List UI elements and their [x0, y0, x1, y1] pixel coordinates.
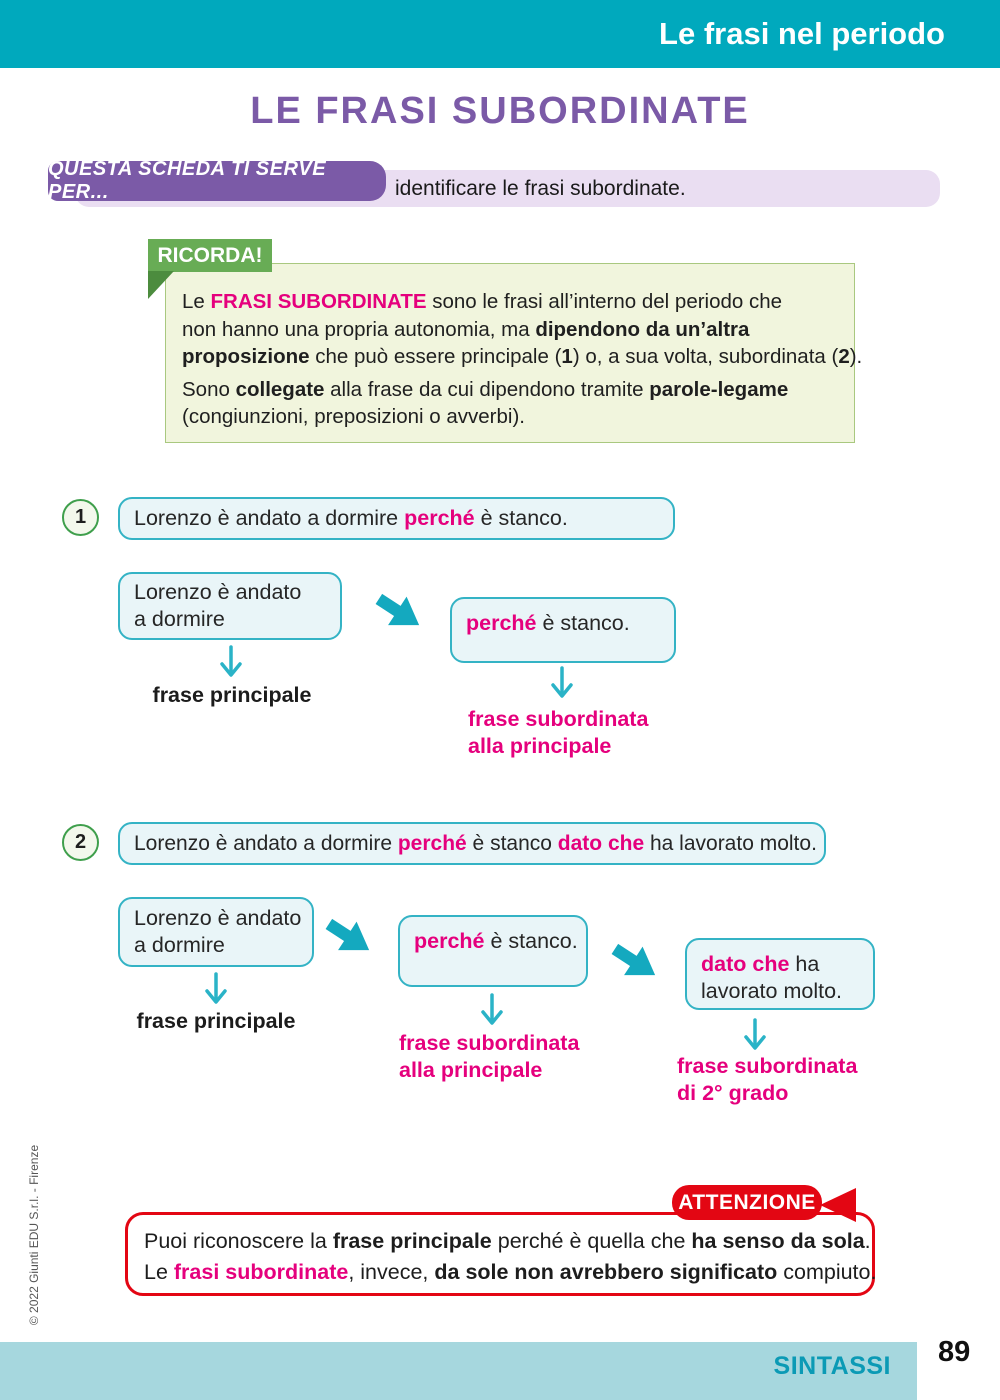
attention-badge: ATTENZIONE — [672, 1185, 822, 1220]
header-bar — [0, 0, 1000, 68]
arrow-se-icon — [372, 588, 426, 636]
arrow-down-icon — [549, 666, 575, 704]
example2-sub-clause1-box: perché è stanco. — [398, 915, 588, 987]
section-label: SINTASSI — [773, 1352, 891, 1380]
example2-sub-label2: frase subordinata di 2° grado — [677, 1054, 858, 1105]
example2-sentence: Lorenzo è andato a dormire perché è stanco dato che ha lavorato molto. — [134, 832, 817, 855]
ricorda-text-line: non hanno una propria autonomia, ma dipendono da un’altra — [182, 317, 750, 341]
example2-sub-clause2-box: dato che ha lavorato molto. — [685, 938, 875, 1010]
example1-number-badge: 1 — [62, 499, 99, 536]
example1-sub-label: frase subordinata alla principale — [468, 707, 649, 758]
footer-strip — [0, 1342, 917, 1400]
page-number: 89 — [938, 1336, 971, 1368]
page-title: LE FRASI SUBORDINATE — [250, 90, 750, 132]
example2-main-label: frase principale — [136, 1009, 296, 1033]
copyright-text: © 2022 Giunti EDU S.r.l. - Firenze — [27, 1144, 41, 1326]
arrow-se-icon — [322, 913, 376, 961]
arrow-se-icon — [608, 938, 662, 986]
ricorda-text-line: (congiunzioni, preposizioni o avverbi). — [182, 405, 525, 428]
example1-main-clause-box: Lorenzo è andato a dormire — [118, 572, 342, 640]
ricorda-tab-fold-icon — [148, 271, 174, 299]
purpose-badge: QUESTA SCHEDA TI SERVE PER... — [48, 161, 386, 201]
example1-sentence-box — [118, 497, 675, 540]
ricorda-text-line: proposizione che può essere principale (1) o, a sua volta, subordinata (2). — [182, 345, 863, 368]
ricorda-box — [165, 263, 863, 443]
example1-sub-clause-box: perché è stanco. — [450, 597, 676, 663]
example1-main-label: frase principale — [152, 683, 312, 707]
attention-box: Puoi riconoscere la frase principale perché è quella che ha senso da sola. Le frasi subordinate, invece, da sole non avrebbero significato compiuto. — [125, 1212, 875, 1296]
attention-pointer-icon — [818, 1186, 858, 1224]
example2-main-clause-box: Lorenzo è andato a dormire — [118, 897, 314, 967]
chapter-title: Le frasi nel periodo — [659, 16, 945, 51]
arrow-down-icon — [479, 993, 505, 1031]
arrow-down-icon — [218, 645, 244, 683]
example2-sentence-box — [118, 822, 826, 865]
arrow-down-icon — [742, 1018, 768, 1056]
example2-number-badge: 2 — [62, 824, 99, 861]
example1-sentence: Lorenzo è andato a dormire perché è stanco. — [134, 506, 568, 530]
arrow-down-icon — [203, 972, 229, 1010]
purpose-text: identificare le frasi subordinate. — [395, 176, 686, 200]
ricorda-text-line: Le FRASI SUBORDINATE sono le frasi all’interno del periodo che — [182, 290, 783, 313]
ricorda-tab: RICORDA! — [148, 239, 272, 272]
example2-sub-label1: frase subordinata alla principale — [399, 1031, 580, 1082]
ricorda-text-line: Sono collegate alla frase da cui dipendono tramite parole-legame — [182, 377, 789, 401]
